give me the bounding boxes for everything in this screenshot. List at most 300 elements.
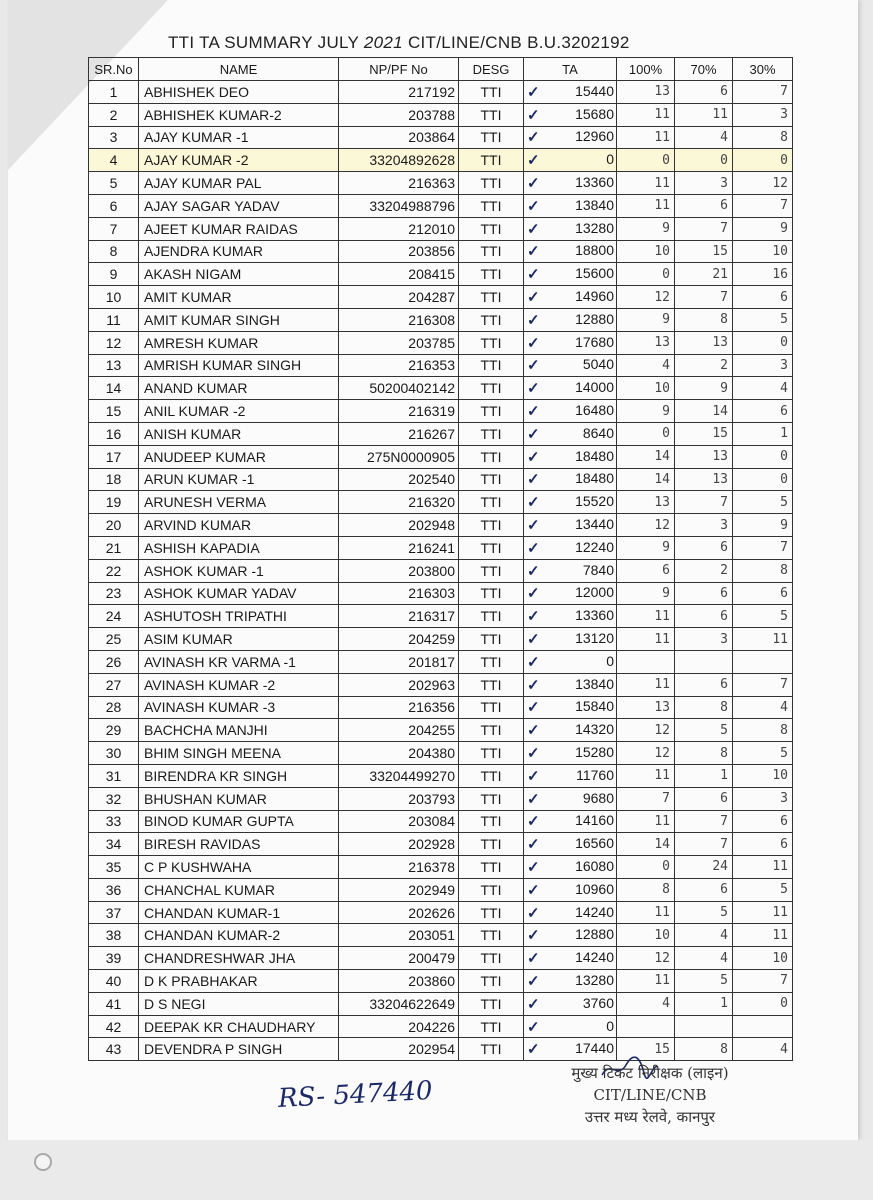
cell-desg: TTI bbox=[459, 308, 524, 331]
tick-mark-icon: ✓ bbox=[527, 334, 540, 352]
ta-value: 13360 bbox=[575, 607, 614, 624]
cell-30: 6 bbox=[733, 810, 793, 833]
cell-desg: TTI bbox=[459, 149, 524, 172]
cell-desg: TTI bbox=[459, 536, 524, 559]
cell-100: 13 bbox=[617, 331, 675, 354]
ta-value: 14160 bbox=[575, 812, 614, 829]
tick-mark-icon: ✓ bbox=[527, 448, 540, 466]
tick-mark-icon: ✓ bbox=[527, 699, 540, 717]
cell-srno: 31 bbox=[89, 764, 139, 787]
cell-pfno: 33204499270 bbox=[339, 764, 459, 787]
cell-30: 10 bbox=[733, 764, 793, 787]
tick-mark-icon: ✓ bbox=[527, 676, 540, 694]
tick-mark-icon: ✓ bbox=[527, 175, 540, 193]
cell-pfno: 204380 bbox=[339, 742, 459, 765]
cell-ta bbox=[524, 172, 617, 195]
cell-pfno: 203856 bbox=[339, 240, 459, 263]
cell-70: 3 bbox=[675, 172, 733, 195]
table-row bbox=[89, 992, 793, 1015]
cell-pfno: 216303 bbox=[339, 582, 459, 605]
cell-ta bbox=[524, 833, 617, 856]
cell-100: 11 bbox=[617, 103, 675, 126]
table-row bbox=[89, 377, 793, 400]
punch-hole bbox=[34, 1153, 52, 1171]
stamp-line-railway: उत्तर मध्य रेलवे, कानपुर bbox=[584, 1108, 716, 1126]
cell-srno: 41 bbox=[89, 992, 139, 1015]
ta-value: 12960 bbox=[575, 128, 614, 145]
tick-mark-icon: ✓ bbox=[527, 972, 540, 990]
ta-value: 16080 bbox=[575, 857, 614, 874]
cell-desg: TTI bbox=[459, 331, 524, 354]
cell-name: ANUDEEP KUMAR bbox=[139, 445, 339, 468]
tick-mark-icon: ✓ bbox=[527, 881, 540, 899]
cell-100: 11 bbox=[617, 628, 675, 651]
col-header-desg: DESG bbox=[459, 58, 524, 81]
cell-ta bbox=[524, 422, 617, 445]
cell-srno: 24 bbox=[89, 605, 139, 628]
table-row bbox=[89, 308, 793, 331]
table-row bbox=[89, 126, 793, 149]
cell-desg: TTI bbox=[459, 1038, 524, 1061]
cell-70 bbox=[675, 1015, 733, 1038]
tick-mark-icon: ✓ bbox=[527, 517, 540, 535]
cell-desg: TTI bbox=[459, 81, 524, 104]
tick-mark-icon: ✓ bbox=[527, 767, 540, 785]
cell-30: 6 bbox=[733, 582, 793, 605]
cell-pfno: 216320 bbox=[339, 491, 459, 514]
cell-srno: 42 bbox=[89, 1015, 139, 1038]
cell-ta bbox=[524, 445, 617, 468]
cell-30: 11 bbox=[733, 901, 793, 924]
tick-mark-icon: ✓ bbox=[527, 425, 540, 443]
cell-30: 11 bbox=[733, 628, 793, 651]
cell-70: 15 bbox=[675, 240, 733, 263]
cell-srno: 14 bbox=[89, 377, 139, 400]
tick-mark-icon: ✓ bbox=[527, 995, 540, 1013]
cell-ta bbox=[524, 742, 617, 765]
cell-pfno: 202963 bbox=[339, 673, 459, 696]
cell-name: BHIM SINGH MEENA bbox=[139, 742, 339, 765]
table-row bbox=[89, 673, 793, 696]
cell-srno: 35 bbox=[89, 856, 139, 879]
cell-ta bbox=[524, 331, 617, 354]
cell-desg: TTI bbox=[459, 491, 524, 514]
cell-desg: TTI bbox=[459, 1015, 524, 1038]
tick-mark-icon: ✓ bbox=[527, 1041, 540, 1059]
cell-name: ARUNESH VERMA bbox=[139, 491, 339, 514]
tick-mark-icon: ✓ bbox=[527, 631, 540, 649]
cell-name: AKASH NIGAM bbox=[139, 263, 339, 286]
col-header-70: 70% bbox=[675, 58, 733, 81]
ta-value: 13280 bbox=[575, 971, 614, 988]
cell-pfno: 217192 bbox=[339, 81, 459, 104]
ta-value: 13360 bbox=[575, 174, 614, 191]
cell-desg: TTI bbox=[459, 696, 524, 719]
table-body bbox=[89, 81, 793, 1061]
tick-mark-icon: ✓ bbox=[527, 608, 540, 626]
cell-name: ABHISHEK DEO bbox=[139, 81, 339, 104]
cell-name: D K PRABHAKAR bbox=[139, 970, 339, 993]
cell-desg: TTI bbox=[459, 970, 524, 993]
cell-30: 5 bbox=[733, 878, 793, 901]
cell-ta bbox=[524, 514, 617, 537]
ta-value: 14240 bbox=[575, 903, 614, 920]
ta-value: 13840 bbox=[575, 675, 614, 692]
cell-pfno: 202948 bbox=[339, 514, 459, 537]
tick-mark-icon: ✓ bbox=[527, 152, 540, 170]
ta-value: 17680 bbox=[575, 333, 614, 350]
cell-pfno: 204259 bbox=[339, 628, 459, 651]
cell-70: 13 bbox=[675, 445, 733, 468]
cell-30: 3 bbox=[733, 103, 793, 126]
cell-100: 9 bbox=[617, 217, 675, 240]
cell-srno: 8 bbox=[89, 240, 139, 263]
cell-name: CHANCHAL KUMAR bbox=[139, 878, 339, 901]
table-row bbox=[89, 1038, 793, 1061]
cell-30: 8 bbox=[733, 126, 793, 149]
ta-value: 11760 bbox=[576, 766, 614, 783]
cell-srno: 20 bbox=[89, 514, 139, 537]
cell-name: DEEPAK KR CHAUDHARY bbox=[139, 1015, 339, 1038]
cell-100: 0 bbox=[617, 422, 675, 445]
cell-srno: 16 bbox=[89, 422, 139, 445]
cell-name: ANIL KUMAR -2 bbox=[139, 400, 339, 423]
cell-70: 8 bbox=[675, 742, 733, 765]
title-rest: CIT/LINE/CNB B.U.3202192 bbox=[407, 33, 630, 52]
cell-ta bbox=[524, 856, 617, 879]
cell-desg: TTI bbox=[459, 742, 524, 765]
tick-mark-icon: ✓ bbox=[527, 106, 540, 124]
cell-70: 2 bbox=[675, 354, 733, 377]
cell-name: AVINASH KUMAR -3 bbox=[139, 696, 339, 719]
cell-desg: TTI bbox=[459, 810, 524, 833]
ta-value: 0 bbox=[606, 1017, 614, 1034]
ta-value: 0 bbox=[606, 652, 614, 669]
cell-pfno: 216241 bbox=[339, 536, 459, 559]
cell-srno: 9 bbox=[89, 263, 139, 286]
tick-mark-icon: ✓ bbox=[527, 950, 540, 968]
cell-name: ASHISH KAPADIA bbox=[139, 536, 339, 559]
col-header-pfno: NP/PF No bbox=[339, 58, 459, 81]
cell-30: 6 bbox=[733, 400, 793, 423]
tick-mark-icon: ✓ bbox=[527, 904, 540, 922]
cell-desg: TTI bbox=[459, 856, 524, 879]
tick-mark-icon: ✓ bbox=[527, 927, 540, 945]
cell-70: 1 bbox=[675, 764, 733, 787]
tick-mark-icon: ✓ bbox=[527, 562, 540, 580]
cell-100: 10 bbox=[617, 377, 675, 400]
cell-100: 12 bbox=[617, 947, 675, 970]
col-header-ta: TA bbox=[524, 58, 617, 81]
cell-ta bbox=[524, 719, 617, 742]
col-header-srno: SR.No bbox=[89, 58, 139, 81]
cell-pfno: 203051 bbox=[339, 924, 459, 947]
stamp-line-office: CIT/LINE/CNB bbox=[593, 1086, 707, 1104]
cell-pfno: 216378 bbox=[339, 856, 459, 879]
cell-name: ANISH KUMAR bbox=[139, 422, 339, 445]
cell-desg: TTI bbox=[459, 833, 524, 856]
table-row bbox=[89, 445, 793, 468]
table-row bbox=[89, 764, 793, 787]
cell-ta bbox=[524, 696, 617, 719]
cell-100: 14 bbox=[617, 833, 675, 856]
cell-pfno: 216356 bbox=[339, 696, 459, 719]
cell-100: 9 bbox=[617, 536, 675, 559]
cell-30: 6 bbox=[733, 286, 793, 309]
cell-70: 4 bbox=[675, 924, 733, 947]
table-row bbox=[89, 719, 793, 742]
cell-ta bbox=[524, 468, 617, 491]
tick-mark-icon: ✓ bbox=[527, 653, 540, 671]
cell-desg: TTI bbox=[459, 924, 524, 947]
cell-30: 0 bbox=[733, 331, 793, 354]
cell-pfno: 203084 bbox=[339, 810, 459, 833]
table-row bbox=[89, 742, 793, 765]
cell-pfno: 216353 bbox=[339, 354, 459, 377]
cell-pfno: 33204622649 bbox=[339, 992, 459, 1015]
tick-mark-icon: ✓ bbox=[527, 790, 540, 808]
cell-name: ANAND KUMAR bbox=[139, 377, 339, 400]
cell-name: AJAY SAGAR YADAV bbox=[139, 194, 339, 217]
cell-name: AVINASH KR VARMA -1 bbox=[139, 650, 339, 673]
handwritten-total: RS- 547440 bbox=[277, 1075, 434, 1115]
cell-srno: 5 bbox=[89, 172, 139, 195]
cell-30: 0 bbox=[733, 149, 793, 172]
cell-100: 12 bbox=[617, 719, 675, 742]
cell-100: 9 bbox=[617, 582, 675, 605]
ta-value: 13840 bbox=[575, 196, 614, 213]
cell-pfno: 216363 bbox=[339, 172, 459, 195]
cell-30: 12 bbox=[733, 172, 793, 195]
cell-ta bbox=[524, 605, 617, 628]
tick-mark-icon: ✓ bbox=[527, 1018, 540, 1036]
ta-value: 13440 bbox=[575, 516, 614, 533]
cell-ta bbox=[524, 559, 617, 582]
cell-name: BIRESH RAVIDAS bbox=[139, 833, 339, 856]
cell-desg: TTI bbox=[459, 947, 524, 970]
cell-ta bbox=[524, 992, 617, 1015]
cell-100: 11 bbox=[617, 901, 675, 924]
cell-100: 11 bbox=[617, 172, 675, 195]
cell-ta bbox=[524, 924, 617, 947]
cell-70: 24 bbox=[675, 856, 733, 879]
title-main: TTI TA SUMMARY JULY bbox=[168, 33, 359, 52]
cell-desg: TTI bbox=[459, 468, 524, 491]
cell-desg: TTI bbox=[459, 194, 524, 217]
tick-mark-icon: ✓ bbox=[527, 129, 540, 147]
cell-desg: TTI bbox=[459, 764, 524, 787]
cell-100: 13 bbox=[617, 696, 675, 719]
cell-desg: TTI bbox=[459, 263, 524, 286]
cell-pfno: 50200402142 bbox=[339, 377, 459, 400]
table-row bbox=[89, 970, 793, 993]
cell-srno: 33 bbox=[89, 810, 139, 833]
cell-desg: TTI bbox=[459, 992, 524, 1015]
tick-mark-icon: ✓ bbox=[527, 745, 540, 762]
ta-value: 14240 bbox=[575, 949, 614, 966]
ta-value: 15680 bbox=[575, 105, 614, 122]
cell-70: 5 bbox=[675, 970, 733, 993]
cell-ta bbox=[524, 947, 617, 970]
cell-pfno: 203800 bbox=[339, 559, 459, 582]
cell-ta bbox=[524, 764, 617, 787]
ta-value: 15600 bbox=[575, 265, 614, 282]
table-row bbox=[89, 1015, 793, 1038]
table-row bbox=[89, 103, 793, 126]
table-row bbox=[89, 286, 793, 309]
ta-value: 0 bbox=[606, 151, 614, 168]
cell-pfno: 202540 bbox=[339, 468, 459, 491]
cell-30: 4 bbox=[733, 696, 793, 719]
cell-ta bbox=[524, 628, 617, 651]
cell-100: 11 bbox=[617, 605, 675, 628]
cell-desg: TTI bbox=[459, 514, 524, 537]
cell-srno: 17 bbox=[89, 445, 139, 468]
ta-value: 7840 bbox=[582, 561, 614, 578]
ta-value: 15840 bbox=[575, 698, 614, 715]
cell-30: 5 bbox=[733, 605, 793, 628]
scan-bottom-margin bbox=[0, 1140, 873, 1200]
tick-mark-icon: ✓ bbox=[527, 813, 540, 831]
table-row bbox=[89, 331, 793, 354]
cell-pfno: 204255 bbox=[339, 719, 459, 742]
cell-100: 11 bbox=[617, 970, 675, 993]
cell-pfno: 216267 bbox=[339, 422, 459, 445]
cell-100: 12 bbox=[617, 742, 675, 765]
cell-ta bbox=[524, 582, 617, 605]
cell-srno: 36 bbox=[89, 878, 139, 901]
cell-70: 2 bbox=[675, 559, 733, 582]
cell-100: 12 bbox=[617, 514, 675, 537]
ta-summary-table bbox=[88, 57, 793, 1061]
cell-30 bbox=[733, 650, 793, 673]
cell-name: ARUN KUMAR -1 bbox=[139, 468, 339, 491]
cell-name: AJAY KUMAR -1 bbox=[139, 126, 339, 149]
cell-100: 11 bbox=[617, 764, 675, 787]
cell-100: 9 bbox=[617, 400, 675, 423]
cell-srno: 38 bbox=[89, 924, 139, 947]
ta-value: 15440 bbox=[575, 82, 614, 99]
cell-srno: 18 bbox=[89, 468, 139, 491]
cell-srno: 23 bbox=[89, 582, 139, 605]
cell-pfno: 212010 bbox=[339, 217, 459, 240]
cell-70: 6 bbox=[675, 194, 733, 217]
cell-30: 9 bbox=[733, 217, 793, 240]
cell-30: 4 bbox=[733, 377, 793, 400]
cell-30: 0 bbox=[733, 445, 793, 468]
table-row bbox=[89, 422, 793, 445]
cell-70: 15 bbox=[675, 422, 733, 445]
cell-70: 3 bbox=[675, 514, 733, 537]
table-row bbox=[89, 354, 793, 377]
tick-mark-icon: ✓ bbox=[527, 722, 540, 740]
ta-value: 12880 bbox=[575, 926, 614, 943]
cell-srno: 29 bbox=[89, 719, 139, 742]
cell-70: 5 bbox=[675, 719, 733, 742]
cell-100: 11 bbox=[617, 810, 675, 833]
cell-desg: TTI bbox=[459, 172, 524, 195]
cell-srno: 7 bbox=[89, 217, 139, 240]
cell-pfno: 202949 bbox=[339, 878, 459, 901]
cell-100: 13 bbox=[617, 81, 675, 104]
cell-70: 6 bbox=[675, 536, 733, 559]
cell-pfno: 201817 bbox=[339, 650, 459, 673]
cell-srno: 22 bbox=[89, 559, 139, 582]
cell-30: 16 bbox=[733, 263, 793, 286]
ta-value: 18800 bbox=[575, 242, 614, 259]
ta-value: 9680 bbox=[582, 789, 614, 806]
tick-mark-icon: ✓ bbox=[527, 266, 540, 284]
cell-30: 11 bbox=[733, 924, 793, 947]
cell-name: DEVENDRA P SINGH bbox=[139, 1038, 339, 1061]
cell-30: 7 bbox=[733, 673, 793, 696]
cell-ta bbox=[524, 491, 617, 514]
cell-pfno: 208415 bbox=[339, 263, 459, 286]
cell-70: 6 bbox=[675, 81, 733, 104]
table-row bbox=[89, 240, 793, 263]
cell-ta bbox=[524, 81, 617, 104]
cell-70: 7 bbox=[675, 833, 733, 856]
table-row bbox=[89, 559, 793, 582]
cell-30: 7 bbox=[733, 194, 793, 217]
table-row bbox=[89, 605, 793, 628]
tick-mark-icon: ✓ bbox=[527, 357, 540, 375]
table-row bbox=[89, 149, 793, 172]
cell-ta bbox=[524, 286, 617, 309]
cell-70: 6 bbox=[675, 878, 733, 901]
table-row bbox=[89, 878, 793, 901]
cell-srno: 15 bbox=[89, 400, 139, 423]
cell-desg: TTI bbox=[459, 673, 524, 696]
cell-pfno: 203788 bbox=[339, 103, 459, 126]
cell-srno: 34 bbox=[89, 833, 139, 856]
table-row bbox=[89, 810, 793, 833]
cell-ta bbox=[524, 149, 617, 172]
cell-70: 11 bbox=[675, 103, 733, 126]
cell-desg: TTI bbox=[459, 240, 524, 263]
cell-70: 21 bbox=[675, 263, 733, 286]
table-row bbox=[89, 263, 793, 286]
ta-value: 14000 bbox=[575, 379, 614, 396]
cell-pfno: 216319 bbox=[339, 400, 459, 423]
cell-ta bbox=[524, 308, 617, 331]
cell-desg: TTI bbox=[459, 878, 524, 901]
cell-srno: 21 bbox=[89, 536, 139, 559]
cell-name: AJAY KUMAR -2 bbox=[139, 149, 339, 172]
cell-ta bbox=[524, 240, 617, 263]
cell-pfno: 203793 bbox=[339, 787, 459, 810]
cell-30: 9 bbox=[733, 514, 793, 537]
cell-100: 14 bbox=[617, 445, 675, 468]
page-title bbox=[168, 33, 630, 53]
cell-70: 6 bbox=[675, 787, 733, 810]
tick-mark-icon: ✓ bbox=[527, 220, 540, 238]
table-row bbox=[89, 628, 793, 651]
cell-name: ARVIND KUMAR bbox=[139, 514, 339, 537]
table-row bbox=[89, 696, 793, 719]
cell-100: 4 bbox=[617, 354, 675, 377]
cell-70: 13 bbox=[675, 468, 733, 491]
cell-100: 15 bbox=[617, 1038, 675, 1061]
title-year: 2021 bbox=[363, 33, 403, 52]
cell-srno: 30 bbox=[89, 742, 139, 765]
cell-100: 0 bbox=[617, 263, 675, 286]
cell-70: 5 bbox=[675, 901, 733, 924]
tick-mark-icon: ✓ bbox=[527, 539, 540, 557]
cell-70: 14 bbox=[675, 400, 733, 423]
cell-30: 5 bbox=[733, 308, 793, 331]
ta-value: 13280 bbox=[575, 219, 614, 236]
